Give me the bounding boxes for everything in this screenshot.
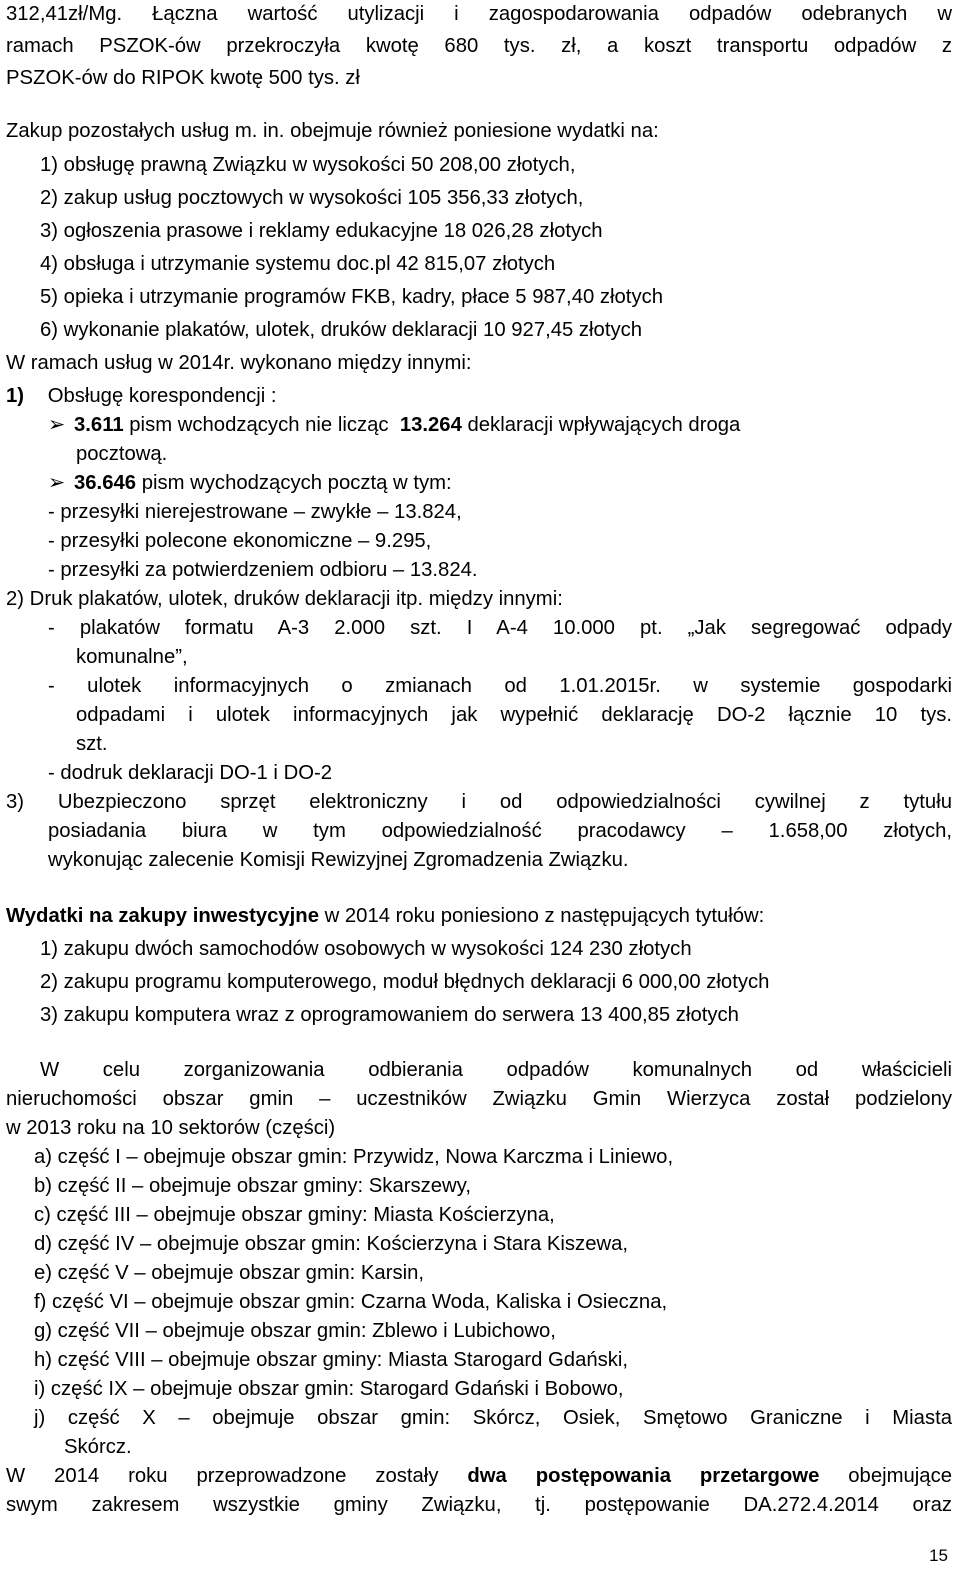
list-item: 2) Druk plakatów, ulotek, druków deklaracji itp. między innymi: [6,588,563,610]
bullet-text: deklaracji wpływających droga [467,414,741,436]
bold-number: 13.264 [399,414,462,436]
text-line: W celu zorganizowania odbierania odpadów komunalnych od właścicieli [40,1059,952,1081]
bullet-text: pism wychodzących pocztą w tym: [141,472,452,494]
section-intro: Zakup pozostałych usług m. in. obejmuje również poniesione wydatki na: [6,120,659,142]
text-line: Skórcz. [64,1436,132,1458]
text-line: ramach PSZOK-ów przekroczyła kwotę 680 tys. zł, a koszt transportu odpadów z [6,35,952,57]
text-line: posiadania biura w tym odpowiedzialność pracodawcy – 1.658,00 złotych, [48,820,952,842]
list-item: 3) ogłoszenia prasowe i reklamy edukacyjne 18 026,28 złotych [40,220,603,242]
text-line: w 2013 roku na 10 sektorów (części) [6,1117,336,1139]
list-item: c) część III – obejmuje obszar gminy: Miasta Kościerzyna, [34,1204,555,1226]
arrow-bullet-icon: ➢ [48,414,65,436]
text-line: 312,41zł/Mg. Łączna wartość utylizacji i zagospodarowania odpadów odebranych w [6,3,952,25]
dash-item: - ulotek informacyjnych o zmianach od 1.01.2015r. w systemie gospodarki [48,675,952,697]
list-item: e) część V – obejmuje obszar gmin: Karsin, [34,1262,425,1284]
text-line [6,1464,952,1488]
list-item: a) część I – obejmuje obszar gmin: Przywidz, Nowa Karczma i Liniewo, [34,1146,674,1168]
list-item: 2) zakup usług pocztowych w wysokości 105 356,33 złotych, [40,187,584,209]
list-item: 2) zakupu programu komputerowego, moduł błędnych deklaracji 6 000,00 złotych [40,971,770,993]
dash-item: - plakatów formatu A-3 2.000 szt. I A-4 10.000 pt. „Jak segregować odpady [48,617,952,639]
dash-item: - dodruk deklaracji DO-1 i DO-2 [48,762,333,784]
text-line: swym zakresem wszystkie gminy Związku, tj. postępowanie DA.272.4.2014 oraz [6,1494,952,1516]
list-item: 6) wykonanie plakatów, ulotek, druków deklaracji 10 927,45 złotych [40,319,643,341]
list-item: 3) Ubezpieczono sprzęt elektroniczny i od odpowiedzialności cywilnej z tytułu [6,791,952,813]
list-item: i) część IX – obejmuje obszar gmin: Starogard Gdański i Bobowo, [34,1378,624,1400]
list-text: Obsługę korespondencji : [47,385,277,407]
dash-item: - przesyłki za potwierdzeniem odbioru – 13.824. [48,559,478,581]
text-run: obejmujące [819,1465,953,1487]
list-item: b) część II – obejmuje obszar gminy: Skarszewy, [34,1175,471,1197]
text-line: W ramach usług w 2014r. wykonano między innymi: [6,352,472,374]
bold-number: 3.611 [74,414,124,436]
list-item [6,384,277,408]
arrow-bullet-icon: ➢ [48,472,65,494]
list-item: 1) zakupu dwóch samochodów osobowych w wysokości 124 230 złotych [40,938,692,960]
list-item: j) część X – obejmuje obszar gmin: Skórcz, Osiek, Smętowo Graniczne i Miasta [34,1407,952,1429]
text-line: pocztową. [76,443,168,465]
text-line: szt. [76,733,108,755]
dash-item: - przesyłki polecone ekonomiczne – 9.295, [48,530,432,552]
list-item: f) część VI – obejmuje obszar gmin: Czarna Woda, Kaliska i Osieczna, [34,1291,668,1313]
page-number: 15 [929,1546,948,1565]
list-item: 5) opieka i utrzymanie programów FKB, kadry, płace 5 987,40 złotych [40,286,664,308]
text-line: wykonując zalecenie Komisji Rewizyjnej Zgromadzenia Związku. [48,849,629,871]
text-line: komunalne”, [76,646,188,668]
list-item: 1) obsługę prawną Związku w wysokości 50 208,00 złotych, [40,154,576,176]
list-item: g) część VII – obejmuje obszar gmin: Zblewo i Lubichowo, [34,1320,556,1342]
bold-heading: Wydatki na zakupy inwestycyjne [6,905,319,927]
list-item: 3) zakupu komputera wraz z oprogramowaniem do serwera 13 400,85 złotych [40,1004,739,1026]
text-line: nieruchomości obszar gmin – uczestników Związku Gmin Wierzyca został podzielony [6,1088,952,1110]
list-item: 4) obsługa i utrzymanie systemu doc.pl 42 815,07 złotych [40,253,556,275]
text-line: odpadami i ulotek informacyjnych jak wypełnić deklarację DO-2 łącznie 10 tys. [76,704,952,726]
dash-item: - przesyłki nierejestrowane – zwykłe – 13.824, [48,501,462,523]
section-intro [6,904,764,928]
bold-phrase: dwa postępowania przetargowe [467,1465,820,1487]
list-number: 1) [6,385,25,407]
list-item: d) część IV – obejmuje obszar gmin: Kościerzyna i Stara Kiszewa, [34,1233,629,1255]
list-item: h) część VIII – obejmuje obszar gminy: Miasta Starogard Gdański, [34,1349,629,1371]
text-run: w 2014 roku poniesiono z następujących tytułów: [318,905,765,927]
bullet-item [48,413,952,437]
bold-number: 36.646 [74,472,137,494]
text-run: W 2014 roku przeprowadzone zostały [6,1465,468,1487]
text-line: PSZOK-ów do RIPOK kwotę 500 tys. zł [6,67,360,89]
bullet-text: pism wchodzących nie licząc [129,414,389,436]
bullet-item [48,471,452,495]
